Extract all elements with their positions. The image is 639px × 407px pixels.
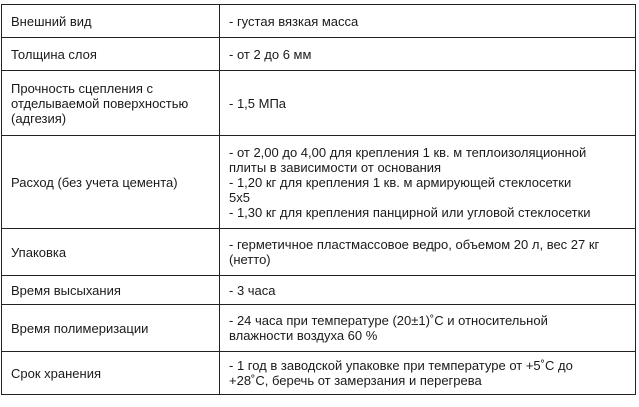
- table-row: [2, 38, 636, 71]
- property-cell: Прочность сцепления с отделываемой поверхностью (адгезия): [2, 71, 220, 136]
- table-row: [2, 305, 636, 352]
- table-row: [2, 276, 636, 305]
- value-cell: - 1 год в заводской упаковке при температуре от +5˚С до +28˚С, беречь от замерзания и перегрева: [220, 352, 636, 395]
- property-cell: Толщина слоя: [2, 38, 220, 71]
- properties-table: [1, 4, 636, 395]
- property-cell: Время полимеризации: [2, 305, 220, 352]
- table-row: [2, 136, 636, 229]
- table-row: [2, 5, 636, 38]
- property-cell: Время высыхания: [2, 276, 220, 305]
- table-row: [2, 71, 636, 136]
- value-cell: - от 2,00 до 4,00 для крепления 1 кв. м теплоизоляционной плиты в зависимости от основания - 1,20 кг для крепления 1 кв. м армирующей стеклосетки 5х5 - 1,30 кг для крепления панцирной или угловой стеклосетки: [220, 136, 636, 229]
- table-row: [2, 352, 636, 395]
- property-cell: Расход (без учета цемента): [2, 136, 220, 229]
- table-row: [2, 229, 636, 276]
- value-cell: - от 2 до 6 мм: [220, 38, 636, 71]
- value-cell: - 3 часа: [220, 276, 636, 305]
- value-cell: - 24 часа при температуре (20±1)˚С и относительной влажности воздуха 60 %: [220, 305, 636, 352]
- value-cell: - густая вязкая масса: [220, 5, 636, 38]
- property-cell: Упаковка: [2, 229, 220, 276]
- property-cell: Внешний вид: [2, 5, 220, 38]
- property-cell: Срок хранения: [2, 352, 220, 395]
- value-cell: - герметичное пластмассовое ведро, объемом 20 л, вес 27 кг (нетто): [220, 229, 636, 276]
- value-cell: - 1,5 МПа: [220, 71, 636, 136]
